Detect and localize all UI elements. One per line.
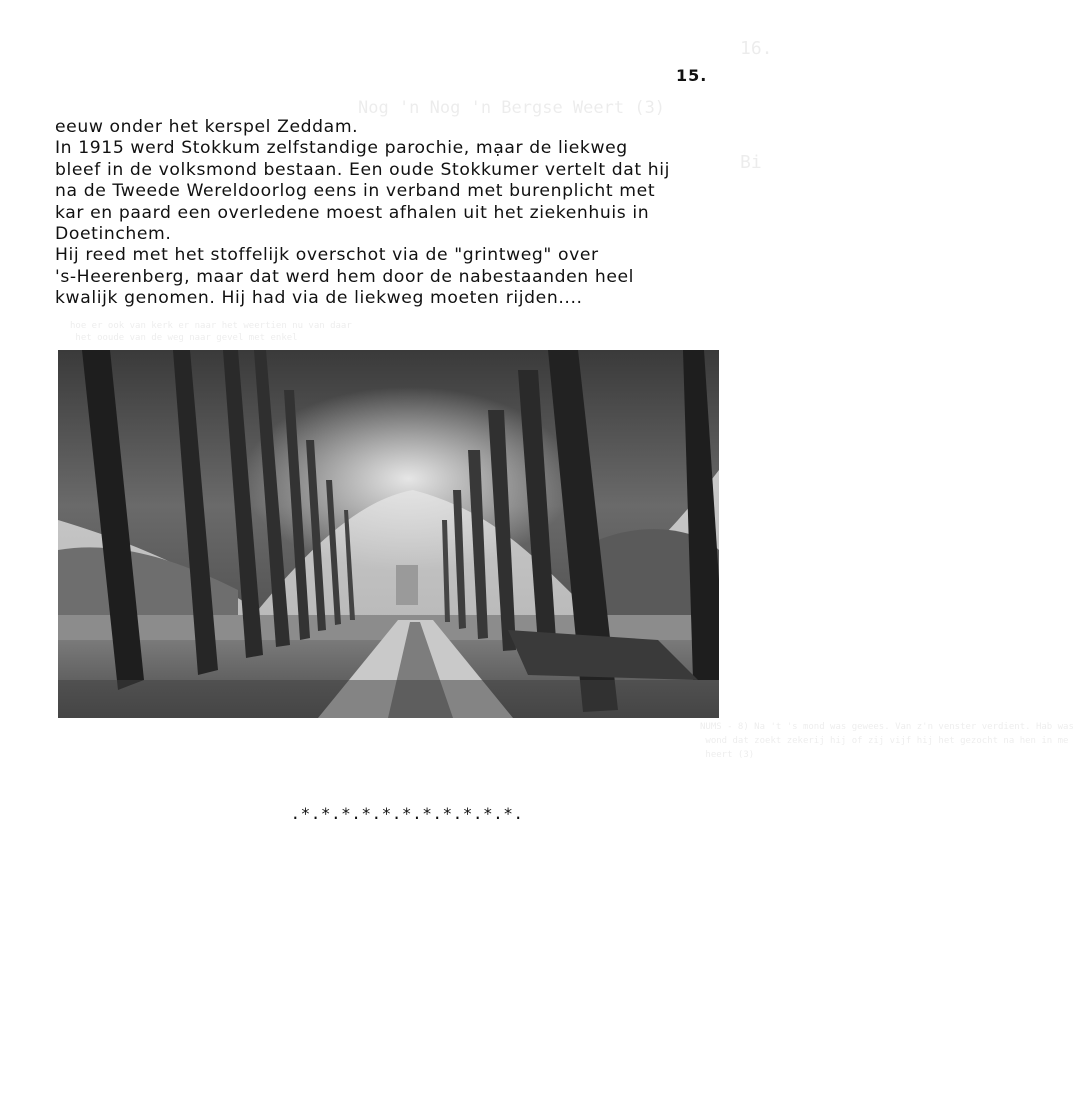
show-through-text: Bi [740,152,762,173]
text-line: kwalijk genomen. Hij had via de liekweg moeten rijden.... [55,288,583,309]
text-line: Doetinchem. [55,224,172,245]
show-through-text: Nog 'n Nog 'n Bergse Weert (3) [358,98,666,118]
section-divider: .*.*.*.*.*.*.*.*.*.*.*. [290,804,524,823]
show-through-text: NUMS - 8) Na 't 's mond was gewees. Van z'n venster verdient. Hab was wond dat zoekt zekerij hij of zij vijf hij het gezocht na hen in me heert (3) [700,722,1074,760]
photo-tree-lined-lane [58,350,719,718]
text-line: 's-Heerenberg, maar dat werd hem door de nabestaanden heel [55,266,635,287]
text-line: eeuw onder het kerspel Zeddam. [55,117,359,137]
text-line: In 1915 werd Stokkum zelfstandige parochie, mạar de liekweg [55,138,628,159]
text-line: Hij reed met het stoffelijk overschot via de "grintweg" over [55,245,599,266]
body-paragraph [55,117,795,310]
show-through-text: 16. [740,38,773,59]
page-number: 15. [676,66,708,85]
show-through-text: hoe er ook van kerk er naar het weertien nu van daar het ooude van de weg naar gevel met enkel [70,321,352,343]
text-line: bleef in de volksmond bestaan. Een oude Stokkumer vertelt dat hij [55,159,671,180]
text-line: na de Tweede Wereldoorlog eens in verband met burenplicht met [55,181,656,202]
text-line: kar en paard een overledene moest afhalen uit het ziekenhuis in [55,202,650,223]
